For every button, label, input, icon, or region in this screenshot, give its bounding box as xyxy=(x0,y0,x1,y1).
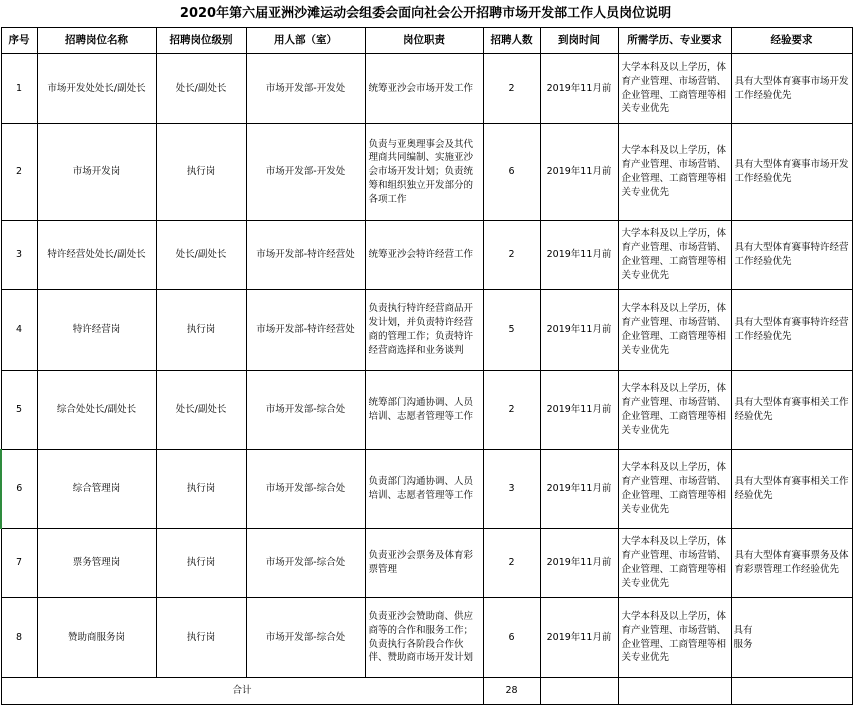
cell-count[interactable]: 3 xyxy=(483,450,540,529)
cell-education[interactable]: 大学本科及以上学历，体育产业管理、市场营销、企业管理、工商管理等相关专业优先 xyxy=(618,54,731,124)
cell-experience[interactable]: 具有大型体育赛事特许经营工作经验优先 xyxy=(731,221,852,290)
header-education[interactable]: 所需学历、专业要求 xyxy=(618,28,731,54)
cell-experience[interactable]: 具有大型体育赛事特许经营工作经验优先 xyxy=(731,290,852,371)
header-post-name[interactable]: 招聘岗位名称 xyxy=(37,28,156,54)
cell-no[interactable]: 7 xyxy=(1,529,37,598)
cell-duty[interactable]: 统筹亚沙会特许经营工作 xyxy=(365,221,483,290)
cell-start-time[interactable]: 2019年11月前 xyxy=(540,529,618,598)
total-count[interactable]: 28 xyxy=(483,678,540,705)
table-row xyxy=(1,371,852,450)
table-row xyxy=(1,290,852,371)
job-table xyxy=(0,27,853,705)
cell-department[interactable]: 市场开发部-开发处 xyxy=(246,54,365,124)
cell-post-name[interactable]: 综合管理岗 xyxy=(37,450,156,529)
cell-start-time[interactable]: 2019年11月前 xyxy=(540,221,618,290)
cell-post-level[interactable]: 执行岗 xyxy=(156,529,246,598)
cell-no[interactable]: 6 xyxy=(1,450,37,529)
cell-experience-line: 具有 xyxy=(733,624,753,636)
cell-experience[interactable]: 具有大型体育赛事票务及体育彩票管理工作经验优先 xyxy=(731,529,852,598)
cell-experience[interactable] xyxy=(731,598,852,678)
cell-count[interactable]: 2 xyxy=(483,371,540,450)
table-row xyxy=(1,221,852,290)
cell-no[interactable]: 8 xyxy=(1,598,37,678)
cell-education[interactable]: 大学本科及以上学历，体育产业管理、市场营销、企业管理、工商管理等相关专业优先 xyxy=(618,529,731,598)
cell-start-time[interactable]: 2019年11月前 xyxy=(540,371,618,450)
cell-post-level[interactable]: 执行岗 xyxy=(156,290,246,371)
cell-education[interactable]: 大学本科及以上学历，体育产业管理、市场营销、企业管理、工商管理等相关专业优先 xyxy=(618,450,731,529)
cell-experience[interactable]: 具有大型体育赛事市场开发工作经验优先 xyxy=(731,124,852,221)
cell-department[interactable]: 市场开发部-特许经营处 xyxy=(246,221,365,290)
cell-post-name[interactable]: 市场开发岗 xyxy=(37,124,156,221)
cell-experience-line: 服务 xyxy=(733,638,753,650)
cell-duty[interactable]: 负责部门沟通协调、人员培训、志愿者管理等工作 xyxy=(365,450,483,529)
cell-department[interactable]: 市场开发部-综合处 xyxy=(246,371,365,450)
cell-experience[interactable]: 具有大型体育赛事市场开发工作经验优先 xyxy=(731,54,852,124)
cell-education[interactable]: 大学本科及以上学历，体育产业管理、市场营销、企业管理、工商管理等相关专业优先 xyxy=(618,221,731,290)
cell-no[interactable]: 3 xyxy=(1,221,37,290)
cell-department[interactable]: 市场开发部-特许经营处 xyxy=(246,290,365,371)
cell-post-level[interactable]: 执行岗 xyxy=(156,450,246,529)
page-title: 2020年第六届亚洲沙滩运动会组委会面向社会公开招聘市场开发部工作人员岗位说明 xyxy=(179,6,672,21)
cell-start-time[interactable]: 2019年11月前 xyxy=(540,598,618,678)
total-row xyxy=(1,678,852,705)
header-start-time[interactable]: 到岗时间 xyxy=(540,28,618,54)
table-row xyxy=(1,54,852,124)
cell-duty[interactable]: 统筹亚沙会市场开发工作 xyxy=(365,54,483,124)
cell-count[interactable]: 2 xyxy=(483,529,540,598)
cell-department[interactable]: 市场开发部-综合处 xyxy=(246,450,365,529)
cell-no[interactable]: 4 xyxy=(1,290,37,371)
cell-duty[interactable]: 负责亚沙会赞助商、供应商等的合作和服务工作；负责执行各阶段合作伙伴、赞助商市场开发计划 xyxy=(365,598,483,678)
cell-no[interactable]: 5 xyxy=(1,371,37,450)
cell-duty[interactable]: 负责与亚奥理事会及其代理商共同编制、实施亚沙会市场开发计划；负责统筹和组织独立开发部分的各项工作 xyxy=(365,124,483,221)
cell-post-name[interactable]: 特许经营岗 xyxy=(37,290,156,371)
cell-start-time[interactable]: 2019年11月前 xyxy=(540,54,618,124)
cell-duty[interactable]: 负责执行特许经营商品开发计划，并负责特许经营商的管理工作；负责特许经营商选择和业务谈判 xyxy=(365,290,483,371)
header-department[interactable]: 用人部（室） xyxy=(246,28,365,54)
table-row xyxy=(1,124,852,221)
cell-post-level[interactable]: 处长/副处长 xyxy=(156,371,246,450)
cell-count[interactable]: 6 xyxy=(483,598,540,678)
header-duty[interactable]: 岗位职责 xyxy=(365,28,483,54)
cell-education[interactable]: 大学本科及以上学历，体育产业管理、市场营销、企业管理、工商管理等相关专业优先 xyxy=(618,598,731,678)
cell-post-name[interactable]: 综合处处长/副处长 xyxy=(37,371,156,450)
cell-count[interactable]: 5 xyxy=(483,290,540,371)
table-row xyxy=(1,450,852,529)
cell-duty[interactable]: 统筹部门沟通协调、人员培训、志愿者管理等工作 xyxy=(365,371,483,450)
table-row xyxy=(1,529,852,598)
cell-experience[interactable]: 具有大型体育赛事相关工作经验优先 xyxy=(731,371,852,450)
cell-start-time[interactable]: 2019年11月前 xyxy=(540,124,618,221)
cell-duty[interactable]: 负责亚沙会票务及体育彩票管理 xyxy=(365,529,483,598)
cell-post-name[interactable]: 票务管理岗 xyxy=(37,529,156,598)
cell-post-name[interactable]: 赞助商服务岗 xyxy=(37,598,156,678)
cell-department[interactable]: 市场开发部-综合处 xyxy=(246,598,365,678)
cell-post-name[interactable]: 市场开发处处长/副处长 xyxy=(37,54,156,124)
empty-cell[interactable] xyxy=(731,678,852,705)
cell-start-time[interactable]: 2019年11月前 xyxy=(540,450,618,529)
header-no[interactable]: 序号 xyxy=(1,28,37,54)
cell-education[interactable]: 大学本科及以上学历，体育产业管理、市场营销、企业管理、工商管理等相关专业优先 xyxy=(618,124,731,221)
table-row xyxy=(1,598,852,678)
cell-department[interactable]: 市场开发部-综合处 xyxy=(246,529,365,598)
cell-post-level[interactable]: 执行岗 xyxy=(156,124,246,221)
cell-post-level[interactable]: 处长/副处长 xyxy=(156,54,246,124)
cell-no[interactable]: 2 xyxy=(1,124,37,221)
total-label[interactable]: 合计 xyxy=(1,678,483,705)
header-count[interactable]: 招聘人数 xyxy=(483,28,540,54)
cell-post-level[interactable]: 执行岗 xyxy=(156,598,246,678)
header-row xyxy=(1,28,852,54)
cell-post-level[interactable]: 处长/副处长 xyxy=(156,221,246,290)
empty-cell[interactable] xyxy=(540,678,618,705)
header-experience[interactable]: 经验要求 xyxy=(731,28,852,54)
empty-cell[interactable] xyxy=(618,678,731,705)
cell-count[interactable]: 2 xyxy=(483,221,540,290)
cell-count[interactable]: 2 xyxy=(483,54,540,124)
cell-experience[interactable]: 具有大型体育赛事相关工作经验优先 xyxy=(731,450,852,529)
header-post-level[interactable]: 招聘岗位级别 xyxy=(156,28,246,54)
cell-start-time[interactable]: 2019年11月前 xyxy=(540,290,618,371)
cell-post-name[interactable]: 特许经营处处长/副处长 xyxy=(37,221,156,290)
cell-department[interactable]: 市场开发部-开发处 xyxy=(246,124,365,221)
cell-education[interactable]: 大学本科及以上学历，体育产业管理、市场营销、企业管理、工商管理等相关专业优先 xyxy=(618,290,731,371)
cell-count[interactable]: 6 xyxy=(483,124,540,221)
cell-education[interactable]: 大学本科及以上学历，体育产业管理、市场营销、企业管理、工商管理等相关专业优先 xyxy=(618,371,731,450)
cell-no[interactable]: 1 xyxy=(1,54,37,124)
